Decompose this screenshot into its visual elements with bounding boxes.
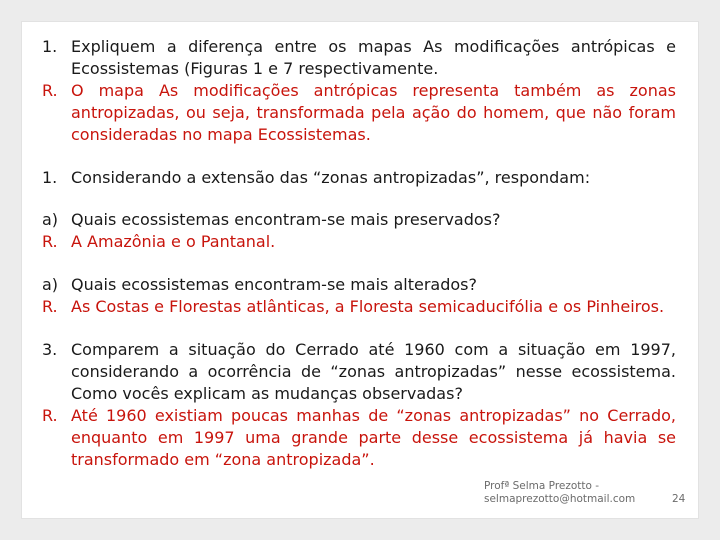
question-2a-letter: a) — [42, 210, 59, 229]
answer-3-text: Até 1960 existiam poucas manhas de “zonas antropizadas” no Cerrado, enquanto em 1997 uma grande parte desse ecossistema já havia se transformado em “zona antropizada”. — [71, 406, 676, 469]
question-2a — [42, 209, 676, 231]
answer-3-label: R. — [42, 406, 58, 425]
question-3-number: 3. — [42, 340, 58, 359]
question-1-text: Expliquem a diferença entre os mapas As modificações antrópicas e Ecossistemas (Figuras 1 e 7 respectivamente. — [71, 37, 676, 78]
slide-footer — [484, 480, 635, 506]
slide-content — [42, 36, 676, 471]
answer-2a-text: A Amazônia e o Pantanal. — [71, 232, 276, 251]
footer-author: Profª Selma Prezotto - — [484, 480, 600, 492]
answer-1-label: R. — [42, 81, 58, 100]
question-2b-text: Quais ecossistemas encontram-se mais alterados? — [71, 275, 477, 294]
answer-2b-text: As Costas e Florestas atlânticas, a Floresta semicaducifólia e os Pinheiros. — [71, 297, 665, 316]
question-2a-text: Quais ecossistemas encontram-se mais preservados? — [71, 210, 501, 229]
slide — [22, 22, 698, 518]
answer-3 — [42, 405, 676, 471]
question-1 — [42, 36, 676, 80]
question-2-number: 1. — [42, 168, 58, 187]
answer-2b-label: R. — [42, 297, 58, 316]
question-1-number: 1. — [42, 37, 58, 56]
question-3-text: Comparem a situação do Cerrado até 1960 com a situação em 1997, considerando a ocorrência de “zonas antropizadas” nesse ecossistema. Como vocês explicam as mudanças observadas? — [71, 340, 676, 403]
answer-2a-label: R. — [42, 232, 58, 251]
answer-1 — [42, 80, 676, 146]
question-2-text: Considerando a extensão das “zonas antropizadas”, respondam: — [71, 168, 591, 187]
answer-2a — [42, 231, 676, 253]
question-2 — [42, 167, 676, 189]
question-3 — [42, 339, 676, 405]
footer-email: selmaprezotto@hotmail.com — [484, 493, 636, 505]
question-2b-letter: a) — [42, 275, 59, 294]
question-2b — [42, 274, 676, 296]
answer-2b — [42, 296, 676, 318]
answer-1-text: O mapa As modificações antrópicas representa também as zonas antropizadas, ou seja, transformada pela ação do homem, que não foram consideradas no mapa Ecossistemas. — [71, 81, 676, 144]
page-number: 24 — [672, 493, 686, 505]
